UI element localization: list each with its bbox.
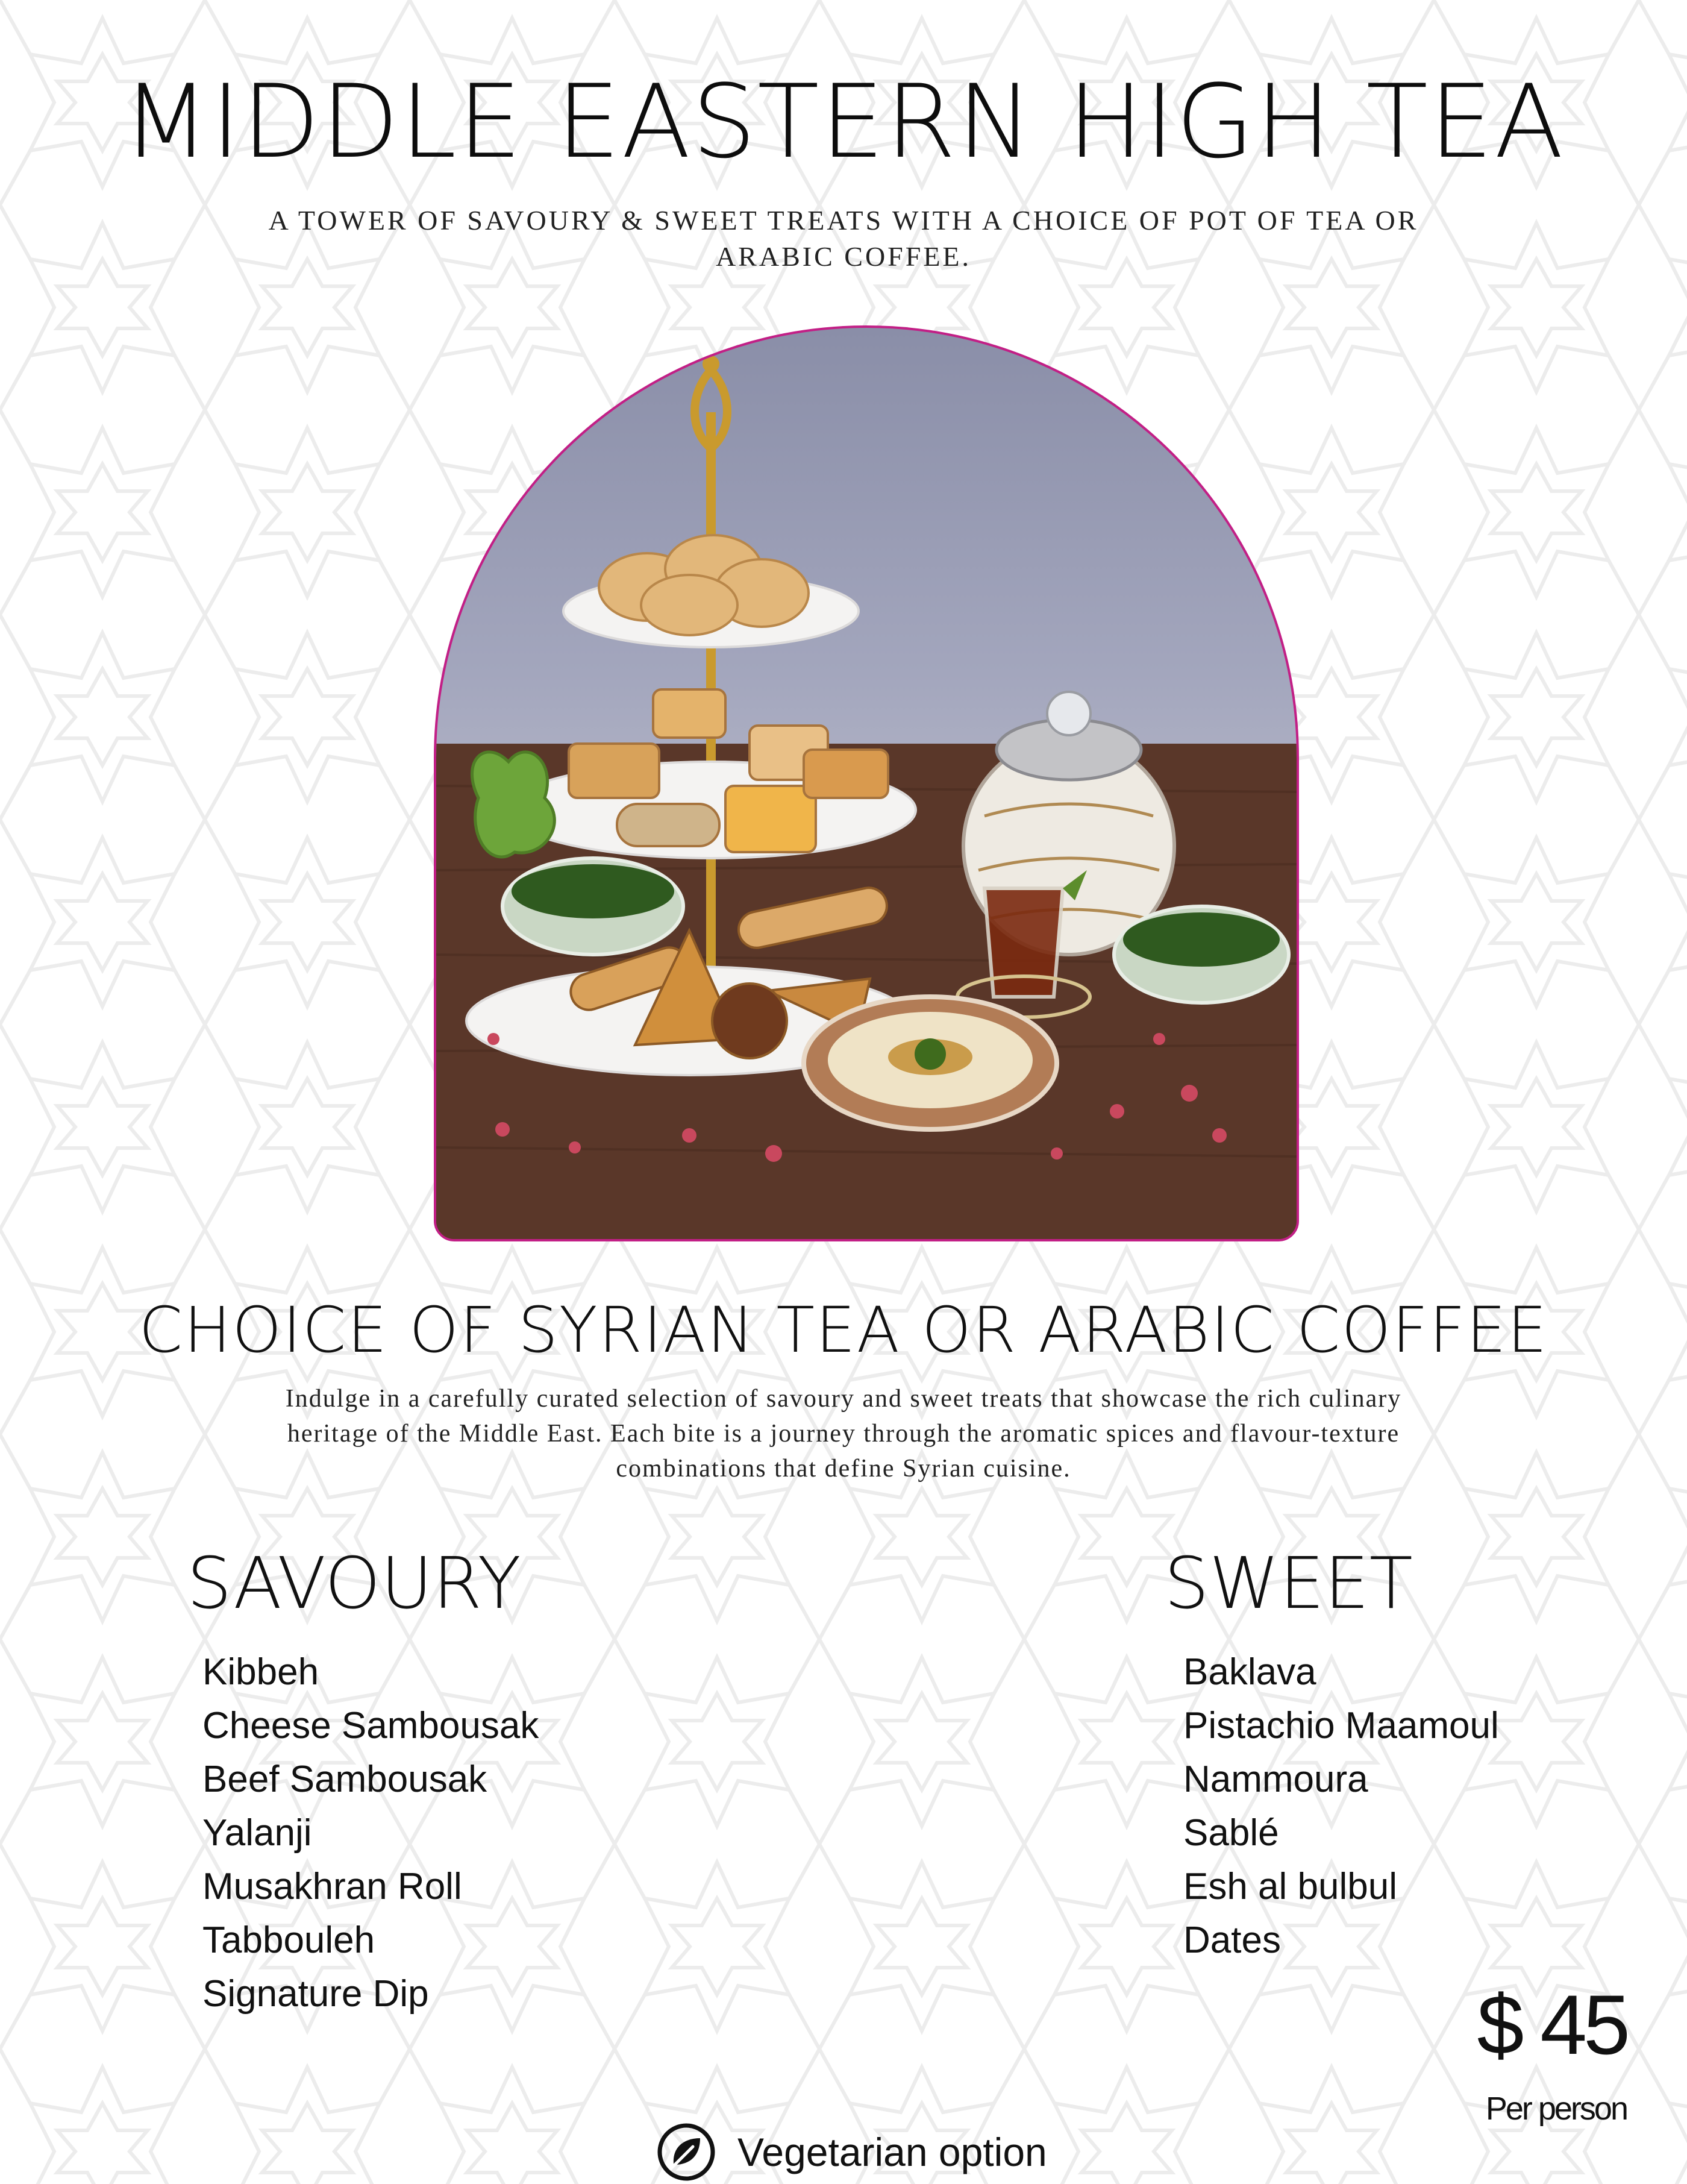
vegetarian-legend [657,2123,1047,2182]
description-line: combinations that define Syrian cuisine. [616,1455,1071,1483]
page-subtitle [217,202,1470,275]
savoury-heading: SAVOURY [187,1542,521,1625]
list-item: Beef Sambousak [202,1759,487,1800]
list-item: Musakhran Roll [202,1866,462,1907]
savoury-list [202,1645,539,2021]
list-item: Kibbeh [202,1651,319,1693]
high-tea-photo [434,325,1299,1241]
list-item: Nammoura [1183,1759,1368,1800]
list-item: Dates [1183,1919,1281,1961]
subtitle-line: ARABIC COFFEE. [715,241,972,272]
description-line: Indulge in a carefully curated selection of savoury and sweet treats that showcase the rich culinary [285,1385,1402,1413]
sweet-list [1183,1645,1499,1967]
list-item: Esh al bulbul [1183,1866,1398,1907]
price-amount: $ 45 [1477,1977,1627,2072]
leaf-icon [657,2123,716,2182]
list-item: Cheese Sambousak [202,1705,539,1746]
list-item: Baklava [1183,1651,1316,1693]
vegetarian-label: Vegetarian option [737,2130,1047,2174]
subtitle-line: A TOWER OF SAVOURY & SWEET TREATS WITH A CHOICE OF POT OF TEA OR [268,205,1419,236]
intro-description [181,1381,1506,1486]
page-title: MIDDLE EASTERN HIGH TEA [122,63,1565,181]
list-item: Tabbouleh [202,1919,375,1961]
section-heading: CHOICE OF SYRIAN TEA OR ARABIC COFFEE [139,1293,1548,1367]
list-item: Yalanji [202,1812,312,1854]
list-item: Pistachio Maamoul [1183,1705,1499,1746]
price-unit: Per person [1485,2091,1627,2127]
description-line: heritage of the Middle East. Each bite is a journey through the aromatic spices and flavour-texture [287,1420,1400,1448]
sweet-heading: SWEET [1164,1542,1413,1625]
high-tea-illustration [436,328,1297,1239]
list-item: Signature Dip [202,1973,429,2015]
list-item: Sablé [1183,1812,1279,1854]
